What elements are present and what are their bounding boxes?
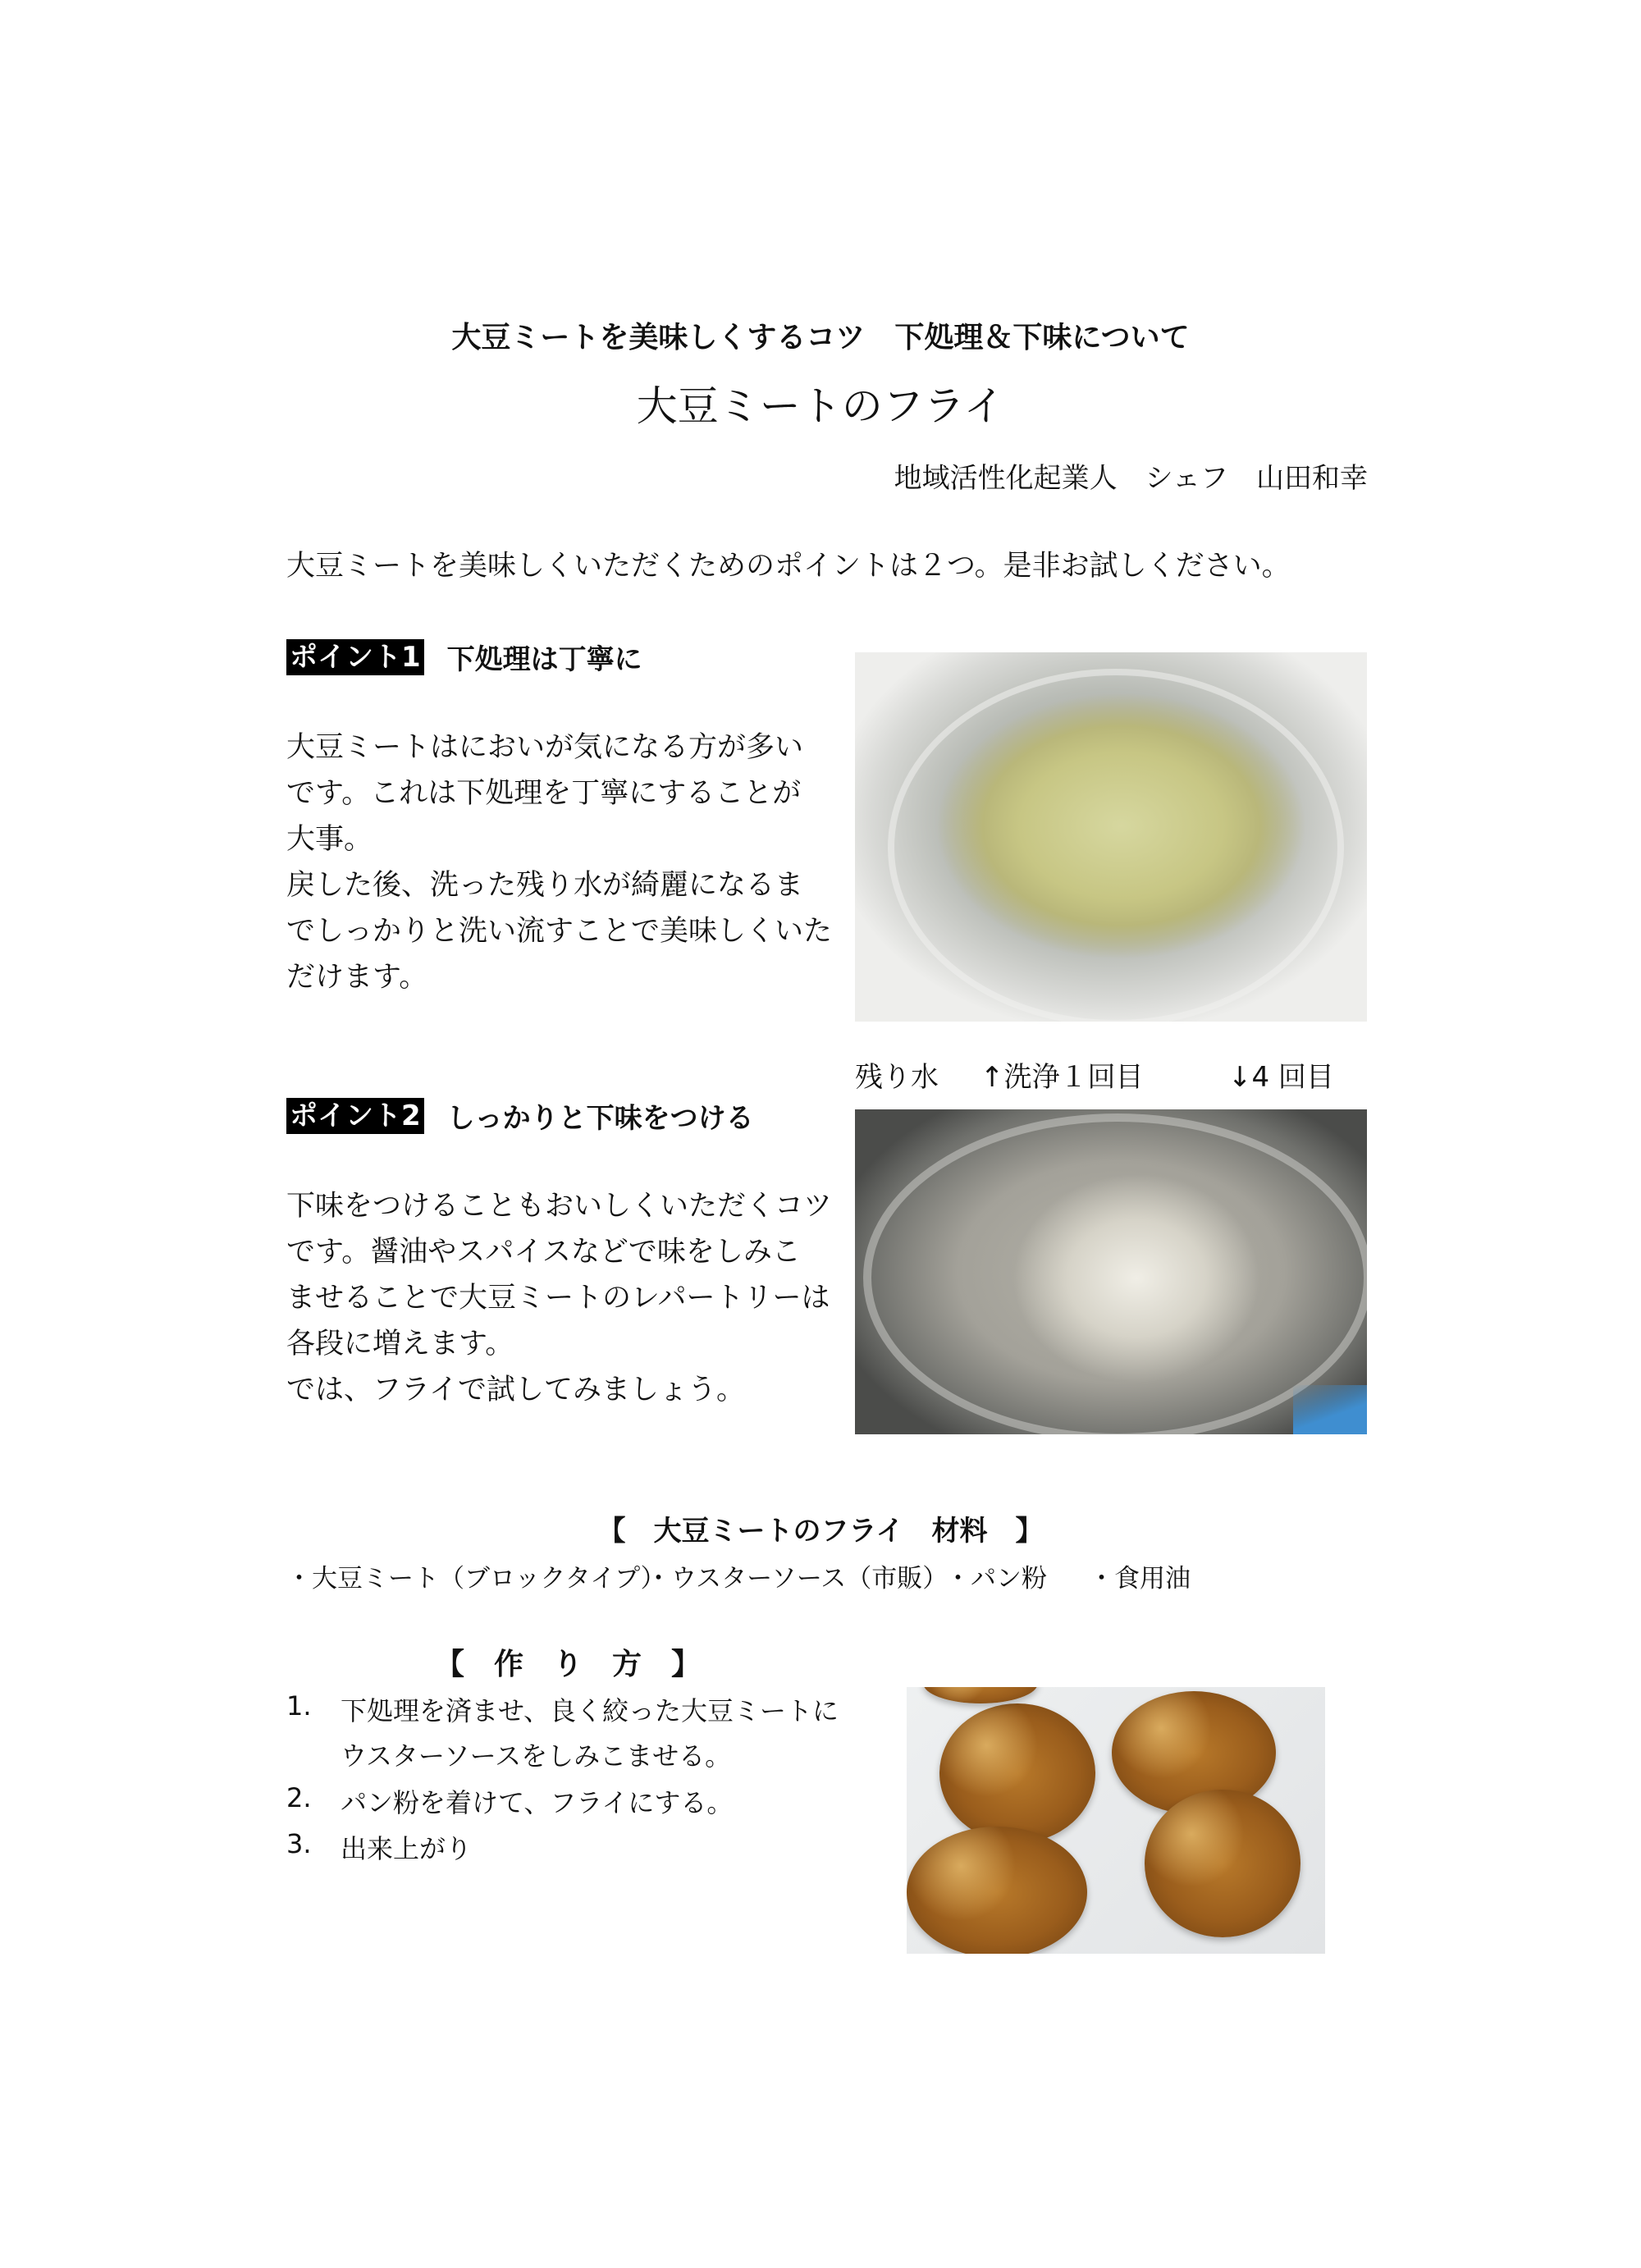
material-item: ・食用油: [1089, 1564, 1191, 1594]
point2-title: しっかりと下味をつける: [446, 1102, 754, 1135]
point2-paragraph: [286, 1183, 833, 1413]
point2-heading: [286, 1095, 754, 1136]
page-subtitle: 大豆ミートを美味しくするコツ 下処理＆下味について: [451, 321, 1190, 354]
page-title: 大豆ミートのフライ: [636, 382, 1005, 430]
material-item: ・ウスターソース（市販）: [646, 1564, 948, 1594]
rinse-water-fourth-photo: [855, 1109, 1367, 1434]
point1-line: 大豆ミートはにおいが気になる方が多い: [286, 731, 804, 764]
point1-tag: ポイント1: [286, 639, 424, 675]
step-text: 下処理を済ませ、良く絞った大豆ミートに: [341, 1695, 839, 1726]
point1-title: 下処理は丁寧に: [446, 643, 642, 676]
author-line: 地域活性化起業人 シェフ 山田和幸: [894, 462, 1368, 495]
step-text: パン粉を着けて、フライにする。: [341, 1787, 734, 1818]
photo-caption-label: 残り水: [855, 1061, 939, 1094]
photo-caption-fourth: ↓4 回目: [1228, 1061, 1334, 1094]
step-number: 3.: [286, 1828, 312, 1859]
method-step: [286, 1782, 733, 1820]
point2-line: です。醤油やスパイスなどで味をしみこ: [286, 1236, 801, 1269]
point2-line: 下味をつけることもおいしくいただくコツ: [286, 1190, 833, 1223]
method-heading: 【 作 り 方 】: [435, 1648, 702, 1681]
method-step: [286, 1828, 472, 1866]
point2-line: 各段に増えます。: [286, 1328, 514, 1360]
material-item: ・大豆ミート（ブロックタイプ）: [286, 1564, 666, 1594]
point2-line: では、フライで試してみましょう。: [286, 1374, 745, 1406]
point1-line: でしっかりと洗い流すことで美味しくいた: [286, 915, 833, 948]
method-step: [286, 1690, 839, 1728]
step-number: 1.: [286, 1690, 312, 1722]
rinse-water-first-photo: [855, 652, 1367, 1022]
point1-paragraph: [286, 725, 833, 1000]
point1-line: 戻した後、洗った残り水が綺麗になるま: [286, 869, 804, 902]
point1-line: です。これは下処理を丁寧にすることが: [286, 777, 802, 810]
material-item: ・パン粉: [945, 1564, 1047, 1594]
step-text: 出来上がり: [341, 1833, 473, 1864]
fried-soy-meat-photo: [907, 1687, 1325, 1954]
point2-tag: ポイント2: [286, 1098, 424, 1134]
materials-heading: 【 大豆ミートのフライ 材料 】: [597, 1515, 1044, 1548]
point1-line: だけます。: [286, 961, 428, 994]
point1-heading: [286, 637, 642, 677]
intro-text: 大豆ミートを美味しくいただくためのポイントは２つ。是非お試しください。: [286, 550, 1291, 583]
step-number: 2.: [286, 1782, 312, 1813]
step-text-continued: ウスターソースをしみこませる。: [341, 1740, 732, 1772]
point2-line: ませることで大豆ミートのレパートリーは: [286, 1282, 830, 1315]
photo-caption-first: ↑洗浄１回目: [980, 1061, 1144, 1094]
point1-line: 大事。: [286, 823, 373, 856]
